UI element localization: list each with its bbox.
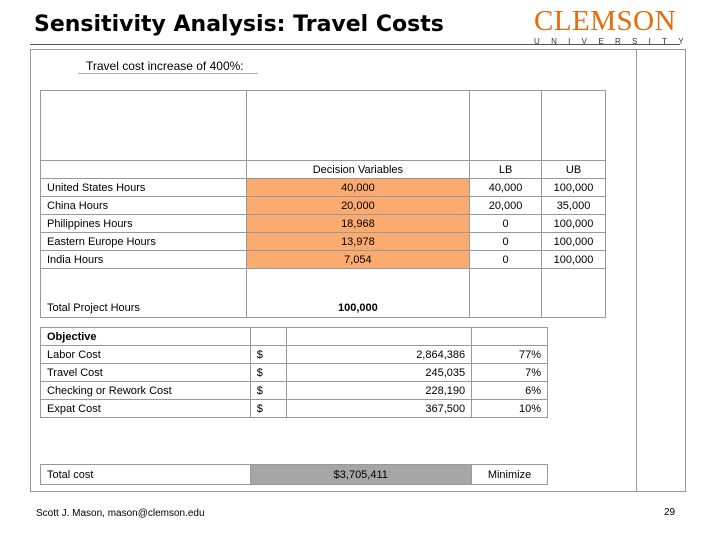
currency-symbol: $ — [250, 364, 286, 382]
cost-percent: 10% — [472, 400, 548, 418]
title-divider — [30, 44, 680, 45]
sheet-subtitle: Travel cost increase of 400%: — [86, 59, 244, 73]
row-label: China Hours — [41, 197, 247, 215]
cost-amount: 245,035 — [286, 364, 472, 382]
cost-label: Checking or Rework Cost — [41, 382, 251, 400]
total-cost-label: Total cost — [41, 465, 251, 485]
table-header-row — [41, 161, 606, 179]
slide-title: Sensitivity Analysis: Travel Costs — [34, 12, 444, 37]
total-hours-value: 100,000 — [246, 269, 470, 318]
cost-amount: 2,864,386 — [286, 346, 472, 364]
objective-header: Objective — [41, 328, 251, 346]
cost-amount: 228,190 — [286, 382, 472, 400]
subtitle-underline — [78, 73, 258, 74]
row-value: 20,000 — [246, 197, 470, 215]
currency-symbol: $ — [250, 382, 286, 400]
table-row — [41, 233, 606, 251]
row-value: 40,000 — [246, 179, 470, 197]
cost-amount: 367,500 — [286, 400, 472, 418]
total-cost-value: $3,705,411 — [250, 465, 472, 485]
header-ub: UB — [542, 161, 606, 179]
row-lb: 0 — [470, 215, 542, 233]
header-decision-variables: Decision Variables — [246, 161, 470, 179]
cost-percent: 7% — [472, 364, 548, 382]
cost-percent: 6% — [472, 382, 548, 400]
spreadsheet-screenshot — [30, 49, 686, 492]
cost-label: Labor Cost — [41, 346, 251, 364]
table-row — [41, 346, 548, 364]
table-row — [41, 179, 606, 197]
row-value: 7,054 — [246, 251, 470, 269]
table-row — [41, 400, 548, 418]
total-hours-label: Total Project Hours — [41, 269, 247, 318]
total-cost-row — [41, 465, 548, 485]
table-row — [41, 364, 548, 382]
row-ub: 100,000 — [542, 233, 606, 251]
currency-symbol: $ — [250, 400, 286, 418]
row-ub: 100,000 — [542, 251, 606, 269]
total-project-hours-row — [41, 269, 606, 318]
row-ub: 100,000 — [542, 179, 606, 197]
cost-label: Travel Cost — [41, 364, 251, 382]
table-row — [41, 382, 548, 400]
header-lb: LB — [470, 161, 542, 179]
row-lb: 0 — [470, 251, 542, 269]
row-ub: 100,000 — [542, 215, 606, 233]
row-label: Eastern Europe Hours — [41, 233, 247, 251]
cost-percent: 77% — [472, 346, 548, 364]
clemson-logo — [534, 5, 696, 46]
row-lb: 20,000 — [470, 197, 542, 215]
logo-wordmark: CLEMSON — [534, 5, 677, 37]
row-label: Philippines Hours — [41, 215, 247, 233]
row-lb: 0 — [470, 233, 542, 251]
table-spacer-row — [41, 91, 606, 161]
footer-author: Scott J. Mason, mason@clemson.edu — [36, 508, 205, 519]
total-cost-table — [40, 464, 548, 485]
minimize-label: Minimize — [472, 465, 548, 485]
table-row — [41, 251, 606, 269]
row-lb: 40,000 — [470, 179, 542, 197]
row-label: India Hours — [41, 251, 247, 269]
row-ub: 35,000 — [542, 197, 606, 215]
table-row — [41, 215, 606, 233]
objective-table — [40, 327, 548, 418]
logo-subtitle: UNIVERSITY — [534, 37, 696, 46]
sheet-right-panel — [636, 50, 686, 491]
row-value: 13,978 — [246, 233, 470, 251]
currency-symbol: $ — [250, 346, 286, 364]
page-number: 29 — [664, 507, 676, 518]
row-value: 18,968 — [246, 215, 470, 233]
objective-header-row — [41, 328, 548, 346]
cost-label: Expat Cost — [41, 400, 251, 418]
decision-variables-table — [40, 90, 606, 318]
table-row — [41, 197, 606, 215]
row-label: United States Hours — [41, 179, 247, 197]
